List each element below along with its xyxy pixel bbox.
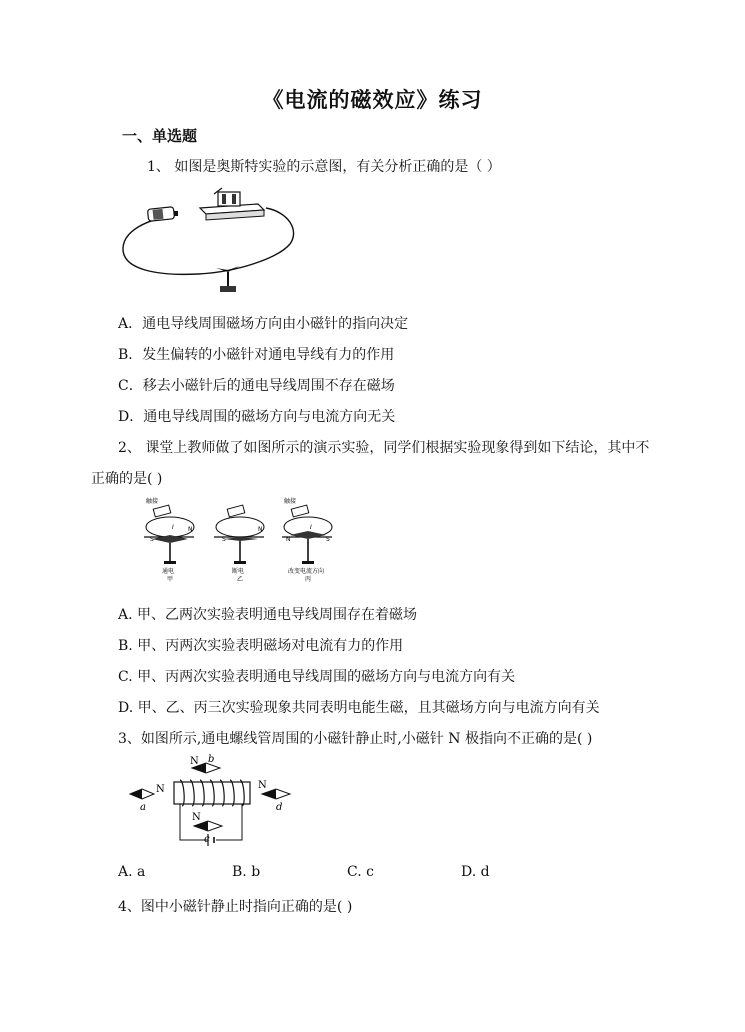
i-label-1: I (172, 524, 174, 531)
label-b: b (208, 754, 215, 765)
n-label-c: N (192, 812, 201, 823)
question-3-stem: 3、如图所示,通电螺线管周围的小磁针静止时,小磁针 N 极指向不正确的是( ) (118, 731, 593, 747)
n-label-a: N (156, 784, 165, 795)
question-3-option-c: C. c (347, 864, 374, 880)
label-c: c (204, 834, 210, 845)
i-label-3: I (310, 524, 312, 531)
panel2-label: 乙 (237, 576, 244, 583)
s-label-1: S (150, 536, 154, 543)
question-1-stem: 1、 如图是奥斯特实验的示意图，有关分析正确的是（ ） (147, 159, 501, 175)
question-3-option-a: A. a (118, 864, 146, 880)
question-2-option-d: D. 甲、乙、丙三次实验现象共同表明电能生磁，且其磁场方向与电流方向有关 (118, 700, 600, 716)
solenoid-figure (126, 756, 296, 850)
n-label-b: N (190, 756, 199, 767)
battery-icon (147, 207, 178, 222)
question-2-option-b: B. 甲、丙两次实验表明磁场对电流有力的作用 (118, 638, 404, 654)
n-label-3: N (286, 536, 291, 543)
s-label-3: S (326, 536, 330, 543)
panel2-caption: 断电 (232, 568, 245, 575)
question-4-stem: 4、图中小磁针静止时指向正确的是( ) (118, 899, 353, 915)
label-d: d (276, 802, 283, 813)
question-2-option-a: A. 甲、乙两次实验表明通电导线周围存在着磁场 (118, 607, 418, 623)
oersted-experiment-figure (118, 186, 298, 298)
touch-label-1: 触接 (146, 498, 159, 505)
question-3-option-b: B. b (232, 864, 261, 880)
n-label-1: N (188, 526, 193, 533)
panel-de-energized (214, 505, 264, 564)
panel1-label: 甲 (167, 576, 174, 583)
s-label-2: S (222, 536, 226, 543)
panel3-caption: 改变电流方向 (288, 568, 325, 575)
label-a: a (140, 802, 146, 813)
panel-energized (144, 505, 194, 564)
needle-a-icon (130, 789, 154, 799)
question-2-stem-line2: 正确的是( ) (91, 471, 163, 487)
question-1-option-c: C．移去小磁针后的通电导线周围不存在磁场 (118, 378, 395, 394)
n-label-2: N (258, 526, 263, 533)
question-2-stem-line1: 2、 课堂上教师做了如图所示的演示实验，同学们根据实验现象得到如下结论，其中不 (118, 440, 650, 456)
section-heading: 一、单选题 (122, 127, 198, 145)
panel3-label: 丙 (305, 576, 312, 583)
question-1-option-b: B．发生偏转的小磁针对通电导线有力的作用 (118, 347, 395, 363)
n-label-d: N (258, 780, 267, 791)
question-2-option-c: C. 甲、丙两次实验表明通电导线周围的磁场方向与电流方向有关 (118, 669, 516, 685)
question-3-option-d: D. d (461, 864, 490, 880)
panel1-caption: 通电 (162, 568, 175, 575)
panel-reversed-current (282, 505, 332, 564)
question-1-option-d: D．通电导线周围的磁场方向与电流方向无关 (118, 409, 396, 425)
question-1-option-a: A．通电导线周围磁场方向由小磁针的指向决定 (118, 316, 409, 332)
touch-label-3: 触接 (284, 498, 297, 505)
demo-experiment-figure (140, 497, 340, 593)
page-title: 《电流的磁效应》练习 (262, 87, 483, 112)
switch-icon (200, 188, 264, 220)
